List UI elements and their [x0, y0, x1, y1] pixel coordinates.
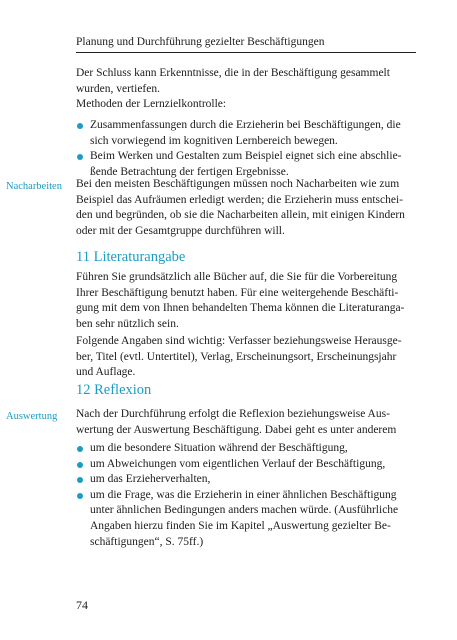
text-line: um die Frage, was die Erzieherin in einer ähnlichen Beschäftigung: [90, 488, 397, 501]
text-line: wurden, vertiefen.: [76, 82, 160, 95]
text-line: ßende Betrachtung der fertigen Ergebnisse.: [90, 165, 289, 178]
reflexion-list: [76, 441, 416, 550]
running-head: Planung und Durchführung gezielter Beschäftigungen: [76, 36, 325, 48]
text-line: Folgende Angaben sind wichtig: Verfasser beziehungsweise Herausge-: [76, 335, 402, 347]
text-line: unter ähnlichen Bedingungen anders machen würde. (Ausführliche: [90, 504, 399, 517]
list-item: [76, 149, 416, 180]
text-line: um das Erzieherverhalten,: [90, 473, 211, 486]
list-item: [76, 118, 416, 149]
literatur-paragraph-1: [76, 270, 416, 332]
text-line: um die besondere Situation während der Beschäftigung,: [90, 442, 348, 454]
margin-note-auswertung: Auswertung: [6, 411, 58, 422]
text-line: Führen Sie grundsätzlich alle Bücher auf, die Sie für die Vorbereitung: [76, 271, 398, 283]
bullet-dot-icon: [77, 446, 83, 452]
methods-label: Methoden der Lernzielkontrolle:: [76, 98, 227, 110]
text-line: sich vorwiegend im kognitiven Lernbereich bewegen.: [90, 134, 338, 147]
text-line: Bei den meisten Beschäftigungen müssen noch Nacharbeiten wie zum: [76, 178, 400, 190]
list-item: [76, 441, 416, 457]
text-line: um Abweichungen vom eigentlichen Verlauf der Beschäftigung,: [90, 457, 386, 470]
bullet-dot-icon: [77, 123, 83, 129]
bullet-dot-icon: [77, 493, 83, 499]
text-line: den und begründen, ob sie die Nacharbeiten allein, mit einigen Kindern: [76, 209, 405, 222]
reflexion-paragraph: [76, 407, 416, 438]
intro-paragraph: [76, 66, 416, 97]
margin-note-nacharbeiten: Nacharbeiten: [6, 181, 62, 192]
text-line: gung mit dem von Ihnen behandelten Thema können die Literaturanga-: [76, 302, 405, 315]
text-line: Angaben hierzu finden Sie im Kapitel „Auswertung gezielter Be-: [90, 519, 391, 532]
text-line: Beim Werken und Gestalten zum Beispiel eignet sich eine abschlie-: [90, 150, 402, 163]
text-line: Beispiel das Aufräumen erledigt werden; die Erzieherin muss entschei-: [76, 193, 404, 206]
text-line: wertung der Auswertung Beschäftigung. Dabei geht es unter anderem: [76, 423, 397, 436]
text-line: schäftigungen“, S. 75ff.): [90, 535, 204, 548]
text-line: und Auflage.: [76, 366, 136, 379]
list-item: [76, 488, 416, 550]
page-number: 74: [76, 598, 88, 612]
literatur-paragraph-2: [76, 334, 416, 381]
bullet-dot-icon: [77, 462, 83, 468]
section-heading-reflexion: 12 Reflexion: [76, 382, 152, 398]
section-heading-literaturangabe: 11 Literaturangabe: [76, 249, 186, 265]
text-line: Zusammenfassungen durch die Erzieherin bei Beschäftigungen, die: [90, 119, 401, 131]
text-line: Der Schluss kann Erkenntnisse, die in der Beschäftigung gesammelt: [76, 67, 390, 79]
methods-section: [76, 97, 416, 113]
list-item: [76, 457, 416, 473]
text-line: ber, Titel (evtl. Untertitel), Verlag, Erscheinungsort, Erscheinungsjahr: [76, 350, 397, 363]
text-line: Ihrer Beschäftigung benutzt haben. Für eine weitergehende Beschäfti-: [76, 286, 399, 299]
header-rule: [76, 52, 416, 53]
text-line: oder mit der Gesamtgruppe durchführen will.: [76, 224, 285, 237]
methods-list: [76, 118, 416, 180]
nacharbeiten-paragraph: [76, 177, 416, 239]
bullet-dot-icon: [77, 477, 83, 483]
text-line: ben sehr nützlich sein.: [76, 317, 179, 330]
list-item: [76, 472, 416, 488]
text-line: Nach der Durchführung erfolgt die Reflexion beziehungsweise Aus-: [76, 408, 390, 420]
bullet-dot-icon: [77, 154, 83, 160]
